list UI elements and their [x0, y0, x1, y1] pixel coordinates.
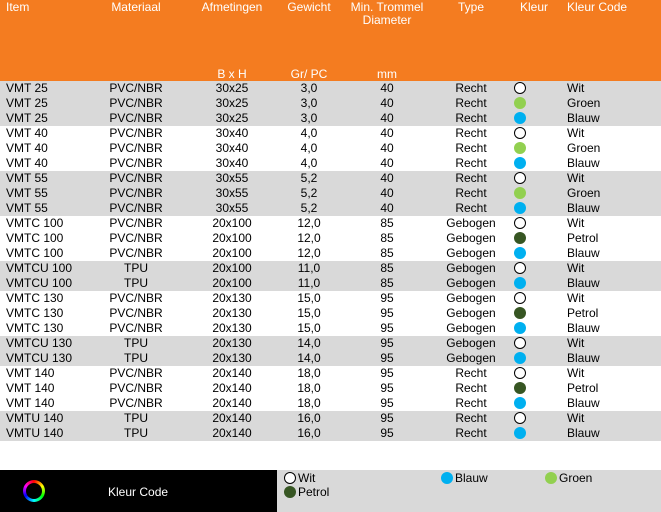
- table-row: [0, 396, 661, 411]
- materiaal-cell: TPU: [124, 411, 148, 425]
- kleur-cell: [512, 336, 530, 351]
- header-kleur: Kleur: [519, 0, 548, 14]
- color-dot-icon: [441, 472, 453, 484]
- item-cell: VMT 140: [6, 396, 55, 410]
- materiaal-cell: TPU: [124, 351, 148, 365]
- afmetingen-cell: 30x55: [215, 201, 249, 215]
- kleur-code-cell: Wit: [567, 81, 585, 95]
- kleur-cell: [512, 201, 530, 216]
- color-dot-icon: [545, 472, 557, 484]
- diameter-cell: 85: [380, 246, 394, 260]
- type-cell: Gebogen: [446, 291, 496, 305]
- materiaal-cell: PVC/NBR: [109, 171, 163, 185]
- materiaal-cell: TPU: [124, 336, 148, 350]
- table-row: [0, 261, 661, 276]
- kleur-cell: [512, 321, 530, 336]
- gewicht-cell: 16,0: [297, 411, 321, 425]
- afmetingen-cell: 20x130: [212, 336, 252, 350]
- kleur-cell: [512, 231, 530, 246]
- header-materiaal: Materiaal: [111, 0, 161, 14]
- gewicht-cell: 11,0: [297, 261, 321, 275]
- color-dot-icon: [514, 382, 526, 394]
- type-cell: Gebogen: [446, 246, 496, 260]
- diameter-cell: 85: [380, 231, 394, 245]
- table-row: [0, 111, 661, 126]
- afmetingen-cell: 20x100: [212, 276, 252, 290]
- diameter-cell: 40: [380, 186, 394, 200]
- footer-title-bar: [0, 470, 277, 512]
- materiaal-cell: PVC/NBR: [109, 366, 163, 380]
- table-row: [0, 171, 661, 186]
- kleur-cell: [512, 426, 530, 441]
- materiaal-cell: PVC/NBR: [109, 201, 163, 215]
- color-dot-icon: [514, 202, 526, 214]
- kleur-code-cell: Wit: [567, 126, 585, 140]
- type-cell: Gebogen: [446, 306, 496, 320]
- afmetingen-cell: 20x130: [212, 321, 252, 335]
- table-row: [0, 231, 661, 246]
- color-dot-icon: [514, 337, 526, 349]
- table-row: [0, 141, 661, 156]
- kleur-code-cell: Groen: [567, 141, 601, 155]
- legend-item-petrol: Petrol: [284, 485, 329, 499]
- color-dot-icon: [514, 172, 526, 184]
- diameter-cell: 40: [380, 81, 394, 95]
- type-cell: Recht: [455, 171, 487, 185]
- afmetingen-cell: 20x130: [212, 306, 252, 320]
- gewicht-cell: 4,0: [300, 156, 318, 170]
- materiaal-cell: TPU: [124, 426, 148, 440]
- diameter-cell: 40: [380, 201, 394, 215]
- materiaal-cell: PVC/NBR: [109, 396, 163, 410]
- materiaal-cell: PVC/NBR: [109, 96, 163, 110]
- table-row: [0, 246, 661, 261]
- afmetingen-cell: 30x40: [215, 126, 249, 140]
- item-cell: VMT 55: [6, 201, 48, 215]
- kleur-cell: [512, 366, 530, 381]
- type-cell: Recht: [455, 141, 487, 155]
- color-dot-icon: [514, 112, 526, 124]
- afmetingen-cell: 20x130: [212, 291, 252, 305]
- diameter-cell: 95: [380, 351, 394, 365]
- afmetingen-cell: 20x100: [212, 231, 252, 245]
- table-row: [0, 351, 661, 366]
- gewicht-cell: 14,0: [297, 336, 321, 350]
- table-row: [0, 156, 661, 171]
- kleur-cell: [512, 171, 530, 186]
- afmetingen-cell: 20x140: [212, 366, 252, 380]
- kleur-cell: [512, 276, 530, 291]
- diameter-cell: 40: [380, 141, 394, 155]
- item-cell: VMT 25: [6, 111, 48, 125]
- type-cell: Recht: [455, 366, 487, 380]
- unit-diameter: mm: [377, 67, 397, 81]
- type-cell: Recht: [455, 381, 487, 395]
- afmetingen-cell: 20x100: [212, 216, 252, 230]
- gewicht-cell: 3,0: [300, 96, 318, 110]
- kleur-cell: [512, 96, 530, 111]
- afmetingen-cell: 20x100: [212, 246, 252, 260]
- gewicht-cell: 18,0: [297, 366, 321, 380]
- diameter-cell: 95: [380, 411, 394, 425]
- diameter-cell: 95: [380, 336, 394, 350]
- item-cell: VMTCU 130: [6, 336, 73, 350]
- kleur-cell: [512, 411, 530, 426]
- gewicht-cell: 3,0: [300, 81, 318, 95]
- item-cell: VMT 25: [6, 96, 48, 110]
- footer-title: Kleur Code: [108, 485, 169, 499]
- materiaal-cell: PVC/NBR: [109, 141, 163, 155]
- table-row: [0, 381, 661, 396]
- kleur-cell: [512, 126, 530, 141]
- item-cell: VMT 40: [6, 141, 48, 155]
- materiaal-cell: PVC/NBR: [109, 81, 163, 95]
- type-cell: Gebogen: [446, 351, 496, 365]
- color-dot-icon: [514, 277, 526, 289]
- materiaal-cell: PVC/NBR: [109, 126, 163, 140]
- color-dot-icon: [514, 262, 526, 274]
- item-cell: VMT 140: [6, 366, 55, 380]
- legend-item-wit: Wit: [284, 471, 315, 485]
- kleur-code-cell: Blauw: [567, 321, 600, 335]
- header-item: Item: [6, 0, 30, 14]
- item-cell: VMTC 130: [6, 306, 64, 320]
- kleur-cell: [512, 351, 530, 366]
- table-row: [0, 366, 661, 381]
- table-body: [0, 81, 661, 441]
- item-cell: VMTC 100: [6, 246, 64, 260]
- table-header: [0, 0, 661, 81]
- afmetingen-cell: 20x100: [212, 261, 252, 275]
- table-row: [0, 276, 661, 291]
- type-cell: Recht: [455, 156, 487, 170]
- color-dot-icon: [514, 412, 526, 424]
- materiaal-cell: PVC/NBR: [109, 156, 163, 170]
- kleur-cell: [512, 216, 530, 231]
- diameter-cell: 95: [380, 306, 394, 320]
- kleur-code-cell: Blauw: [567, 351, 600, 365]
- type-cell: Recht: [455, 426, 487, 440]
- type-cell: Recht: [455, 186, 487, 200]
- unit-gewicht: Gr/ PC: [290, 67, 328, 81]
- diameter-cell: 95: [380, 426, 394, 440]
- item-cell: VMTU 140: [6, 411, 64, 425]
- gewicht-cell: 4,0: [300, 141, 318, 155]
- materiaal-cell: PVC/NBR: [109, 246, 163, 260]
- color-dot-icon: [514, 352, 526, 364]
- kleur-code-cell: Wit: [567, 291, 585, 305]
- color-dot-icon: [514, 127, 526, 139]
- gewicht-cell: 3,0: [300, 111, 318, 125]
- item-cell: VMTCU 100: [6, 276, 73, 290]
- gewicht-cell: 12,0: [297, 216, 321, 230]
- table-row: [0, 81, 661, 96]
- unit-afmetingen: B x H: [217, 67, 247, 81]
- kleur-code-cell: Blauw: [567, 111, 600, 125]
- diameter-cell: 95: [380, 396, 394, 410]
- item-cell: VMTC 130: [6, 291, 64, 305]
- gewicht-cell: 14,0: [297, 351, 321, 365]
- gewicht-cell: 5,2: [300, 171, 318, 185]
- color-dot-icon: [514, 367, 526, 379]
- materiaal-cell: PVC/NBR: [109, 291, 163, 305]
- table-row: [0, 216, 661, 231]
- type-cell: Gebogen: [446, 276, 496, 290]
- afmetingen-cell: 20x140: [212, 411, 252, 425]
- gewicht-cell: 5,2: [300, 201, 318, 215]
- color-legend: [277, 470, 661, 512]
- kleur-cell: [512, 291, 530, 306]
- type-cell: Gebogen: [446, 231, 496, 245]
- gewicht-cell: 18,0: [297, 396, 321, 410]
- kleur-code-cell: Blauw: [567, 246, 600, 260]
- kleur-code-cell: Petrol: [567, 231, 599, 245]
- item-cell: VMTU 140: [6, 426, 64, 440]
- diameter-cell: 40: [380, 126, 394, 140]
- item-cell: VMTC 130: [6, 321, 64, 335]
- afmetingen-cell: 30x55: [215, 171, 249, 185]
- header-diameter: Min. Trommel Diameter: [350, 0, 424, 27]
- type-cell: Recht: [455, 411, 487, 425]
- kleur-cell: [512, 306, 530, 321]
- table-row: [0, 186, 661, 201]
- kleur-code-cell: Wit: [567, 336, 585, 350]
- legend-item-blauw: Blauw: [441, 471, 488, 485]
- kleur-cell: [512, 81, 530, 96]
- color-dot-icon: [514, 217, 526, 229]
- color-dot-icon: [514, 307, 526, 319]
- materiaal-cell: PVC/NBR: [109, 111, 163, 125]
- header-afmetingen: Afmetingen: [201, 0, 263, 14]
- type-cell: Recht: [455, 111, 487, 125]
- diameter-cell: 85: [380, 261, 394, 275]
- color-dot-icon: [514, 187, 526, 199]
- gewicht-cell: 4,0: [300, 126, 318, 140]
- kleur-code-cell: Petrol: [567, 306, 599, 320]
- item-cell: VMT 40: [6, 126, 48, 140]
- table-row: [0, 126, 661, 141]
- item-cell: VMT 55: [6, 186, 48, 200]
- kleur-code-cell: Wit: [567, 261, 585, 275]
- color-dot-icon: [514, 292, 526, 304]
- item-cell: VMTC 100: [6, 216, 64, 230]
- materiaal-cell: TPU: [124, 261, 148, 275]
- gewicht-cell: 16,0: [297, 426, 321, 440]
- kleur-code-cell: Blauw: [567, 156, 600, 170]
- legend-item-groen: Groen: [545, 471, 592, 485]
- materiaal-cell: PVC/NBR: [109, 216, 163, 230]
- kleur-cell: [512, 246, 530, 261]
- type-cell: Recht: [455, 201, 487, 215]
- kleur-code-cell: Blauw: [567, 396, 600, 410]
- diameter-cell: 85: [380, 276, 394, 290]
- gewicht-cell: 15,0: [297, 306, 321, 320]
- kleur-cell: [512, 141, 530, 156]
- gewicht-cell: 15,0: [297, 321, 321, 335]
- afmetingen-cell: 30x55: [215, 186, 249, 200]
- color-dot-icon: [514, 427, 526, 439]
- table-row: [0, 291, 661, 306]
- color-dot-icon: [284, 486, 296, 498]
- type-cell: Recht: [455, 96, 487, 110]
- afmetingen-cell: 30x25: [215, 111, 249, 125]
- item-cell: VMT 40: [6, 156, 48, 170]
- kleur-cell: [512, 261, 530, 276]
- kleur-code-cell: Blauw: [567, 276, 600, 290]
- table-row: [0, 336, 661, 351]
- kleur-code-cell: Wit: [567, 216, 585, 230]
- kleur-cell: [512, 396, 530, 411]
- kleur-cell: [512, 381, 530, 396]
- header-kleur-code: Kleur Code: [567, 0, 628, 14]
- color-dot-icon: [514, 142, 526, 154]
- diameter-cell: 40: [380, 171, 394, 185]
- afmetingen-cell: 30x40: [215, 156, 249, 170]
- type-cell: Recht: [455, 396, 487, 410]
- item-cell: VMT 55: [6, 171, 48, 185]
- kleur-code-cell: Wit: [567, 366, 585, 380]
- gewicht-cell: 12,0: [297, 231, 321, 245]
- type-cell: Gebogen: [446, 261, 496, 275]
- kleur-code-cell: Groen: [567, 96, 601, 110]
- kleur-code-cell: Blauw: [567, 201, 600, 215]
- kleur-code-cell: Groen: [567, 186, 601, 200]
- color-wheel-icon: [23, 480, 45, 502]
- gewicht-cell: 18,0: [297, 381, 321, 395]
- diameter-cell: 40: [380, 96, 394, 110]
- kleur-code-cell: Wit: [567, 171, 585, 185]
- afmetingen-cell: 20x130: [212, 351, 252, 365]
- diameter-cell: 95: [380, 381, 394, 395]
- color-dot-icon: [514, 232, 526, 244]
- table-row: [0, 306, 661, 321]
- gewicht-cell: 12,0: [297, 246, 321, 260]
- table-row: [0, 426, 661, 441]
- kleur-cell: [512, 156, 530, 171]
- diameter-cell: 40: [380, 156, 394, 170]
- header-type: Type: [457, 0, 484, 14]
- item-cell: VMTCU 100: [6, 261, 73, 275]
- table-row: [0, 321, 661, 336]
- materiaal-cell: TPU: [124, 276, 148, 290]
- gewicht-cell: 5,2: [300, 186, 318, 200]
- afmetingen-cell: 20x140: [212, 426, 252, 440]
- kleur-code-cell: Blauw: [567, 426, 600, 440]
- kleur-code-cell: Petrol: [567, 381, 599, 395]
- type-cell: Recht: [455, 81, 487, 95]
- diameter-cell: 95: [380, 321, 394, 335]
- diameter-cell: 85: [380, 216, 394, 230]
- materiaal-cell: PVC/NBR: [109, 321, 163, 335]
- materiaal-cell: PVC/NBR: [109, 231, 163, 245]
- materiaal-cell: PVC/NBR: [109, 306, 163, 320]
- table-row: [0, 201, 661, 216]
- materiaal-cell: PVC/NBR: [109, 381, 163, 395]
- afmetingen-cell: 20x140: [212, 396, 252, 410]
- color-dot-icon: [514, 247, 526, 259]
- kleur-code-cell: Wit: [567, 411, 585, 425]
- color-dot-icon: [284, 472, 296, 484]
- type-cell: Recht: [455, 126, 487, 140]
- color-dot-icon: [514, 157, 526, 169]
- kleur-cell: [512, 186, 530, 201]
- afmetingen-cell: 30x25: [215, 81, 249, 95]
- gewicht-cell: 15,0: [297, 291, 321, 305]
- type-cell: Gebogen: [446, 321, 496, 335]
- item-cell: VMTCU 130: [6, 351, 73, 365]
- color-dot-icon: [514, 322, 526, 334]
- color-dot-icon: [514, 82, 526, 94]
- afmetingen-cell: 20x140: [212, 381, 252, 395]
- afmetingen-cell: 30x25: [215, 96, 249, 110]
- table-row: [0, 411, 661, 426]
- diameter-cell: 95: [380, 291, 394, 305]
- color-dot-icon: [514, 97, 526, 109]
- diameter-cell: 40: [380, 111, 394, 125]
- item-cell: VMT 25: [6, 81, 48, 95]
- kleur-cell: [512, 111, 530, 126]
- diameter-cell: 95: [380, 366, 394, 380]
- color-dot-icon: [514, 397, 526, 409]
- header-gewicht: Gewicht: [287, 0, 331, 14]
- materiaal-cell: PVC/NBR: [109, 186, 163, 200]
- item-cell: VMT 140: [6, 381, 55, 395]
- afmetingen-cell: 30x40: [215, 141, 249, 155]
- type-cell: Gebogen: [446, 336, 496, 350]
- item-cell: VMTC 100: [6, 231, 64, 245]
- type-cell: Gebogen: [446, 216, 496, 230]
- gewicht-cell: 11,0: [297, 276, 321, 290]
- table-row: [0, 96, 661, 111]
